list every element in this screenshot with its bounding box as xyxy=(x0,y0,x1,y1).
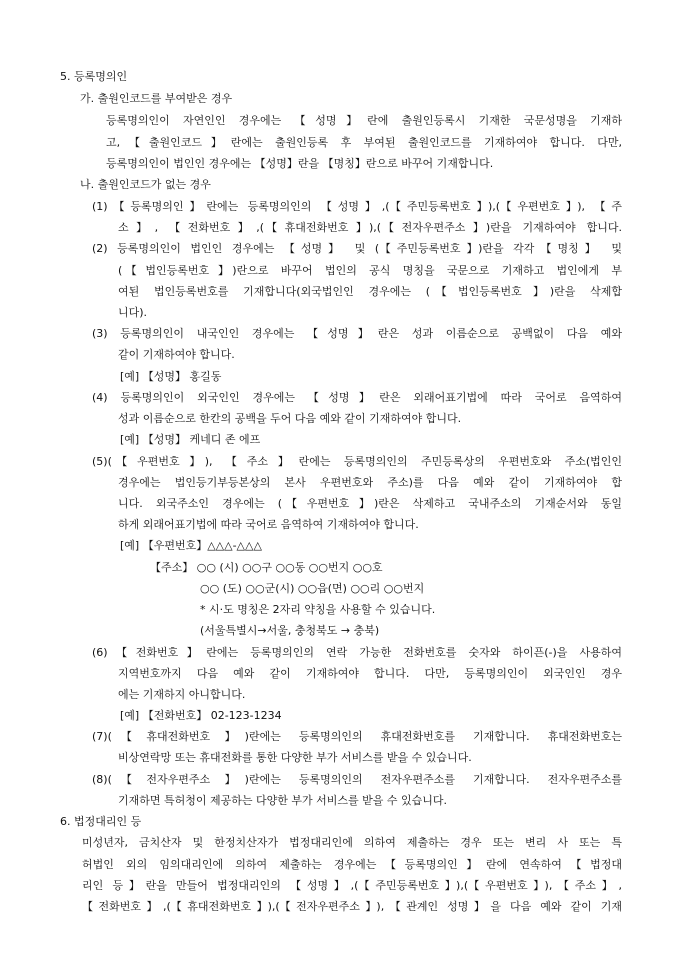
text-line: (6)【전화번호】란에는 등록명의인의 연락 가능한 전화번호를 숫자와 하이픈(-)을 사용하여 xyxy=(92,646,622,659)
text-line: [예] 【성명】 케네디 존 에프 xyxy=(120,433,261,446)
text-line: 6. 법정대리인 등 xyxy=(60,815,142,828)
text-line: 같이 기재하여야 합니다. xyxy=(118,348,235,361)
text-line: (서울특별시→서울, 충청북도 → 충북) xyxy=(200,624,380,637)
text-line: 지역번호까지 다음 예와 같이 기재하여야 합니다. 다만, 등록명의인이 외국인인 경우 xyxy=(118,667,622,680)
text-line: 미성년자, 금치산자 및 한정치산자가 법정대리인에 의하여 제출하는 경우 또는 변리 사 또는 특 xyxy=(82,836,622,849)
text-line: 비상연락망 또는 휴대전화를 통한 다양한 부가 서비스를 받을 수 있습니다. xyxy=(118,751,472,764)
text-line: 【주소】 ○○ (시) ○○구 ○○동 ○○번지 ○○호 xyxy=(150,561,383,574)
text-line: 성과 이름순으로 한칸의 공백을 두어 다음 예와 같이 기재하여야 합니다. xyxy=(118,412,462,425)
text-line: 5. 등록명의인 xyxy=(60,70,128,83)
text-line: 에는 기재하지 아니합니다. xyxy=(118,688,246,701)
text-line: (1)【등록명의인】란에는 등록명의인의 【성명】,(【주민등록번호】),(【우편번호】), 【주 xyxy=(92,200,622,213)
text-line: (3) 등록명의인이 내국인인 경우에는 【성명】란은 성과 이름순으로 공백없이 다음 예와 xyxy=(92,327,622,340)
text-line: 니다. 외국주소인 경우에는 (【우편번호】)란은 삭제하고 국내주소의 기재순서와 동일 xyxy=(118,497,622,510)
text-line: [예] 【우편번호】△△△-△△△ xyxy=(120,539,262,552)
text-line: 허법인 외의 임의대리인에 의하여 제출하는 경우에는【등록명의인】란에 연속하여【법정대 xyxy=(82,858,622,871)
text-line: 경우에는 법인등기부등본상의 본사 우편번호와 주소)를 다음 예와 같이 기재하여야 합 xyxy=(118,476,622,489)
text-line: 【전화번호】,(【휴대전화번호】),(【전자우편주소】),【관계인 성명】을 다음 예와 같이 기재 xyxy=(82,900,622,913)
text-line: 가. 출원인코드를 부여받은 경우 xyxy=(80,92,233,105)
text-line: ○○ (도) ○○군(시) ○○읍(면) ○○리 ○○번지 xyxy=(200,582,425,595)
text-line: (8)(【전자우편주소】)란에는 등록명의인의 전자우편주소를 기재합니다. 전자우편주소를 xyxy=(92,773,622,786)
text-line: 리인 등】란을 만들어 법정대리인의 【성명】,(【주민등록번호】),(【우편번호】),【주소】, xyxy=(82,879,622,892)
text-line: 니다). xyxy=(118,306,148,319)
text-line: (【법인등록번호】)란으로 바꾸어 법인의 공식 명칭을 국문으로 기재하고 법인에게 부 xyxy=(118,264,622,277)
text-line: 나. 출원인코드가 없는 경우 xyxy=(80,178,211,191)
text-line: 소】, 【전화번호】,(【휴대전화번호】),(【전자우편주소】)란을 기재하여야 합니다. xyxy=(118,221,622,234)
text-line: [예] 【전화번호】 02-123-1234 xyxy=(120,709,282,722)
text-line: 하게 외래어표기법에 따라 국어로 음역하여 기재하여야 합니다. xyxy=(118,518,419,531)
text-line: 등록명의인이 자연인인 경우에는 【성명】란에 출원인등록시 기재한 국문성명을 기재하 xyxy=(106,114,622,127)
text-line: 여된 법인등록번호를 기재합니다(외국법인인 경우에는 (【법인등록번호】)란을 삭제합 xyxy=(118,285,622,298)
text-line: (7)(【휴대전화번호】)란에는 등록명의인의 휴대전화번호를 기재합니다. 휴대전화번호는 xyxy=(92,730,622,743)
text-line: * 시·도 명칭은 2자리 약칭을 사용할 수 있습니다. xyxy=(200,603,436,616)
text-line: [예] 【성명】 홍길동 xyxy=(120,370,222,383)
text-line: 등록명의인이 법인인 경우에는 【성명】란을 【명칭】란으로 바꾸어 기재합니다. xyxy=(106,157,494,170)
text-line: (4) 등록명의인이 외국인인 경우에는 【성명】란은 외래어표기법에 따라 국어로 음역하여 xyxy=(92,391,622,404)
text-line: (5)(【우편번호】), 【주소】란에는 등록명의인의 주민등록상의 우편번호와 주소(법인인 xyxy=(92,455,622,468)
text-line: (2) 등록명의인이 법인인 경우에는 【성명】 및 (【주민등록번호】)란을 각각【명칭】 및 xyxy=(92,242,622,255)
text-line: 기재하면 특허청이 제공하는 다양한 부가 서비스를 받을 수 있습니다. xyxy=(118,794,447,807)
text-line: 고,【출원인코드】란에는 출원인등록 후 부여된 출원인코드를 기재하여야 합니다. 다만, xyxy=(106,136,622,149)
